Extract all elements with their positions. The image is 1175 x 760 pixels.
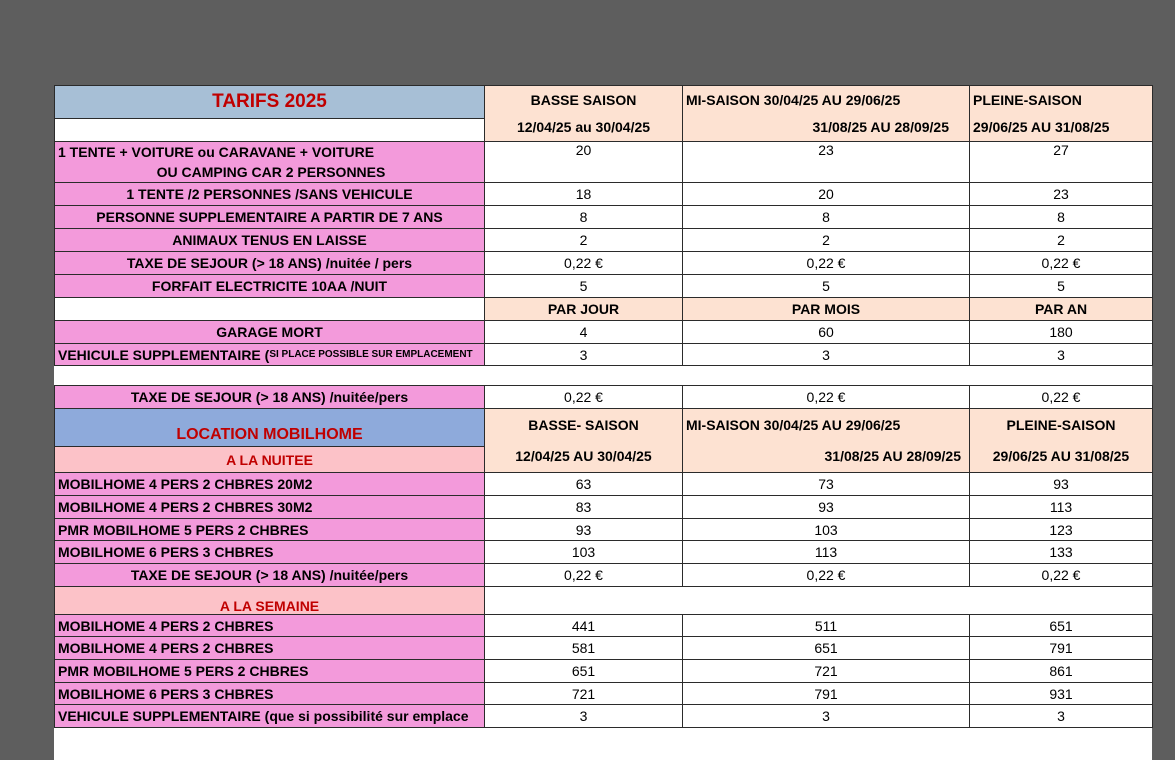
header-mi-saison-line1: MI-SAISON 30/04/25 AU 29/06/25	[686, 91, 901, 108]
nuitee-row-label-3: MOBILHOME 6 PERS 3 CHBRES	[54, 540, 485, 564]
header-basse-saison	[484, 85, 683, 142]
camping-row-label-2: PERSONNE SUPPLEMENTAIRE A PARTIR DE 7 ANS	[54, 205, 485, 229]
header-pleine-saison	[969, 85, 1153, 142]
camping-row-pleine-0: 27	[969, 141, 1153, 183]
semaine-row-pleine-2: 861	[969, 659, 1153, 683]
mobilhome-header-mi-line2: 31/08/25 AU 28/09/25	[824, 448, 961, 465]
camping-row-label-3: ANIMAUX TENUS EN LAISSE	[54, 228, 485, 252]
nuitee-taxe-mi: 0,22 €	[682, 563, 970, 587]
mobilhome-title: LOCATION MOBILHOME	[54, 408, 485, 447]
tarifs-sheet	[54, 85, 1152, 760]
camping-row-label-0-line2: OU CAMPING CAR 2 PERSONNES	[156, 164, 386, 180]
header-basse-saison-line1: BASSE SAISON	[530, 91, 637, 108]
semaine-row-basse-0: 441	[484, 614, 683, 637]
tarifs-title: TARIFS 2025	[54, 85, 485, 119]
camping-row-label-5: FORFAIT ELECTRICITE 10AA /NUIT	[54, 274, 485, 298]
nuitee-row-mi-3: 113	[682, 540, 970, 564]
header-pleine-saison-line2: 29/06/25 AU 31/08/25	[973, 119, 1110, 136]
semaine-row-label-4: VEHICULE SUPPLEMENTAIRE (que si possibilité sur emplace	[54, 704, 485, 728]
garage-row-label-1	[54, 343, 485, 366]
camping-row-mi-4: 0,22 €	[682, 251, 970, 275]
header-mi-saison	[682, 85, 970, 142]
semaine-row-basse-2: 651	[484, 659, 683, 683]
semaine-row-label-2: PMR MOBILHOME 5 PERS 2 CHBRES	[54, 659, 485, 683]
camping-row-pleine-5: 5	[969, 274, 1153, 298]
header-mi-saison-line2: 31/08/25 AU 28/09/25	[812, 119, 949, 136]
taxe-row-mi: 0,22 €	[682, 385, 970, 409]
semaine-row-mi-1: 651	[682, 636, 970, 660]
taxe-row-pleine: 0,22 €	[969, 385, 1153, 409]
nuitee-row-pleine-0: 93	[969, 472, 1153, 496]
mobilhome-header-mi-line1: MI-SAISON 30/04/25 AU 29/06/25	[686, 416, 901, 433]
garage-row-mois-1: 3	[682, 343, 970, 366]
nuitee-taxe-label: TAXE DE SEJOUR (> 18 ANS) /nuitée/pers	[54, 563, 485, 587]
mobilhome-header-basse	[484, 408, 683, 473]
nuitee-row-pleine-3: 133	[969, 540, 1153, 564]
nuitee-taxe-basse: 0,22 €	[484, 563, 683, 587]
nuitee-row-label-0: MOBILHOME 4 PERS 2 CHBRES 20M2	[54, 472, 485, 496]
taxe-row-label: TAXE DE SEJOUR (> 18 ANS) /nuitée/pers	[54, 385, 485, 409]
period-blank-cell	[54, 297, 485, 321]
header-par-mois: PAR MOIS	[682, 297, 970, 321]
nuitee-row-pleine-1: 113	[969, 495, 1153, 519]
title-blank-cell	[54, 118, 485, 142]
garage-row-mois-0: 60	[682, 320, 970, 344]
semaine-row-pleine-0: 651	[969, 614, 1153, 637]
camping-row-basse-1: 18	[484, 182, 683, 206]
semaine-row-basse-4: 3	[484, 704, 683, 728]
camping-row-label-0-line1: 1 TENTE + VOITURE ou CARAVANE + VOITURE	[58, 144, 375, 160]
taxe-row-basse: 0,22 €	[484, 385, 683, 409]
nuitee-row-mi-2: 103	[682, 518, 970, 541]
camping-row-label-4: TAXE DE SEJOUR (> 18 ANS) /nuitée / pers	[54, 251, 485, 275]
header-basse-saison-line2: 12/04/25 au 30/04/25	[516, 119, 651, 136]
nuitee-taxe-pleine: 0,22 €	[969, 563, 1153, 587]
garage-row-jour-1: 3	[484, 343, 683, 366]
nuitee-row-label-2: PMR MOBILHOME 5 PERS 2 CHBRES	[54, 518, 485, 541]
nuitee-row-basse-2: 93	[484, 518, 683, 541]
camping-row-mi-5: 5	[682, 274, 970, 298]
garage-row-label-main: VEHICULE SUPPLEMENTAIRE (	[58, 346, 270, 363]
semaine-row-basse-1: 581	[484, 636, 683, 660]
garage-row-label-0: GARAGE MORT	[54, 320, 485, 344]
camping-row-pleine-2: 8	[969, 205, 1153, 229]
semaine-row-pleine-1: 791	[969, 636, 1153, 660]
nuitee-row-basse-1: 83	[484, 495, 683, 519]
semaine-row-pleine-4: 3	[969, 704, 1153, 728]
header-par-an: PAR AN	[969, 297, 1153, 321]
camping-row-basse-4: 0,22 €	[484, 251, 683, 275]
semaine-row-mi-4: 3	[682, 704, 970, 728]
semaine-row-label-0: MOBILHOME 4 PERS 2 CHBRES	[54, 614, 485, 637]
nuitee-row-mi-0: 73	[682, 472, 970, 496]
camping-row-label-1: 1 TENTE /2 PERSONNES /SANS VEHICULE	[54, 182, 485, 206]
mobilhome-header-basse-line2: 12/04/25 AU 30/04/25	[515, 448, 652, 465]
camping-row-basse-5: 5	[484, 274, 683, 298]
camping-row-label-0	[54, 141, 485, 183]
nuitee-row-basse-3: 103	[484, 540, 683, 564]
semaine-row-mi-2: 721	[682, 659, 970, 683]
header-par-jour: PAR JOUR	[484, 297, 683, 321]
camping-row-basse-2: 8	[484, 205, 683, 229]
camping-row-mi-3: 2	[682, 228, 970, 252]
nuitee-row-mi-1: 93	[682, 495, 970, 519]
mobilhome-header-basse-line1: BASSE- SAISON	[528, 416, 639, 433]
semaine-row-pleine-3: 931	[969, 682, 1153, 705]
mobilhome-header-mi	[682, 408, 970, 473]
mobilhome-header-pleine-line1: PLEINE-SAISON	[1006, 416, 1116, 433]
camping-row-mi-0: 23	[682, 141, 970, 183]
camping-row-mi-2: 8	[682, 205, 970, 229]
semaine-label: A LA SEMAINE	[54, 586, 485, 615]
garage-row-an-0: 180	[969, 320, 1153, 344]
semaine-row-basse-3: 721	[484, 682, 683, 705]
camping-row-pleine-4: 0,22 €	[969, 251, 1153, 275]
camping-row-basse-3: 2	[484, 228, 683, 252]
nuitee-row-label-1: MOBILHOME 4 PERS 2 CHBRES 30M2	[54, 495, 485, 519]
garage-row-an-1: 3	[969, 343, 1153, 366]
garage-row-label-small: SI PLACE POSSIBLE SUR EMPLACEMENT	[269, 349, 473, 360]
camping-row-pleine-3: 2	[969, 228, 1153, 252]
semaine-row-mi-3: 791	[682, 682, 970, 705]
camping-row-mi-1: 20	[682, 182, 970, 206]
semaine-row-label-1: MOBILHOME 4 PERS 2 CHBRES	[54, 636, 485, 660]
camping-row-basse-0: 20	[484, 141, 683, 183]
header-pleine-saison-line1: PLEINE-SAISON	[973, 91, 1082, 108]
mobilhome-header-pleine-line2: 29/06/25 AU 31/08/25	[992, 448, 1130, 465]
mobilhome-header-pleine	[969, 408, 1153, 473]
nuitee-row-basse-0: 63	[484, 472, 683, 496]
nuitee-label: A LA NUITEE	[54, 446, 485, 473]
semaine-row-mi-0: 511	[682, 614, 970, 637]
camping-row-pleine-1: 23	[969, 182, 1153, 206]
garage-row-jour-0: 4	[484, 320, 683, 344]
semaine-row-label-3: MOBILHOME 6 PERS 3 CHBRES	[54, 682, 485, 705]
nuitee-row-pleine-2: 123	[969, 518, 1153, 541]
